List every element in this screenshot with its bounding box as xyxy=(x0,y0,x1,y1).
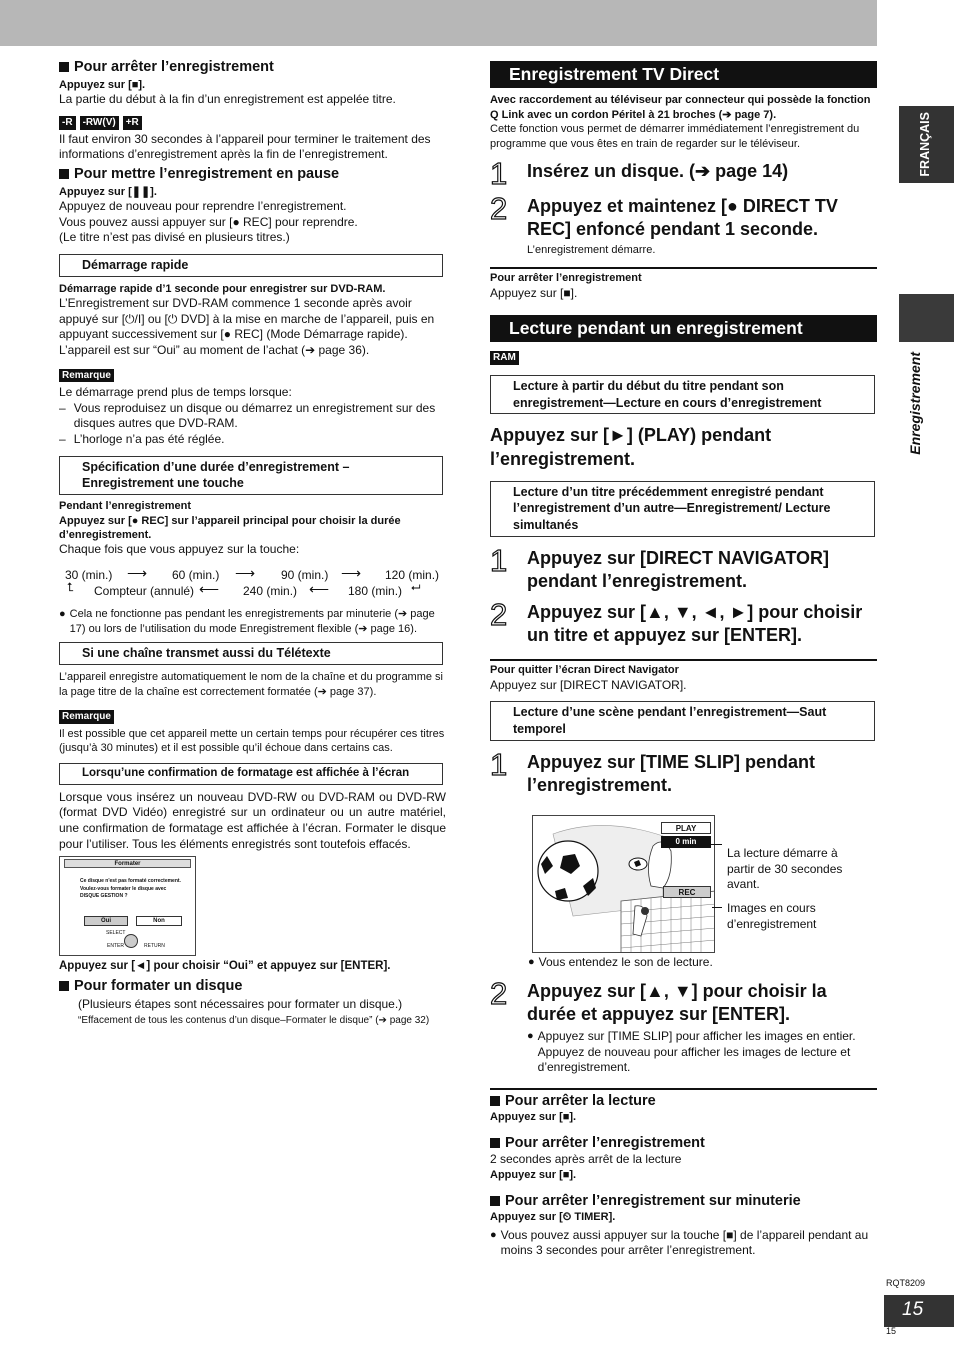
quit-nav-title: Pour quitter l’écran Direct Navigator xyxy=(490,664,679,677)
page-number-box xyxy=(884,1295,954,1327)
simultaneous-box: Lecture d’un titre précédemment enregistré pendant l’enregistrement d’un autre—Enregistrement/ Lecture simultanés xyxy=(490,481,875,538)
format-screen-msg: Ce disque n'est pas formaté correctement. xyxy=(80,878,181,884)
ram-tag: RAM xyxy=(490,351,519,365)
arrow-right-icon: ⟶ xyxy=(235,564,256,581)
return-label: RETURN xyxy=(144,943,165,949)
select-label: SELECT xyxy=(106,930,126,936)
disc-tag: -R xyxy=(59,116,76,130)
step-text: Insérez un disque. (➔ page 14) xyxy=(527,161,789,182)
teletext-text: L’appareil enregistre automatiquement le nom de la chaîne et du programme si la page titre de la chaîne est correctement formatée (➔ page 37). xyxy=(59,671,444,699)
slip-step-2 xyxy=(490,978,877,1076)
stop-play-heading: Pour arrêter la lecture xyxy=(490,1092,877,1110)
step-text: Appuyez et maintenez [● DIRECT TV REC] enfoncé pendant 1 seconde. xyxy=(527,196,838,240)
square-bullet-icon xyxy=(490,1138,500,1148)
step-text: Appuyez sur [▲, ▼] pour choisir la durée et appuyez sur [ENTER]. xyxy=(527,981,827,1025)
section-label: Enregistrement xyxy=(907,352,923,455)
one-touch-bold: Appuyez sur [● REC] sur l’appareil principal pour choisir la durée d’enregistrement. xyxy=(59,514,401,541)
stop-rec-heading: Pour arrêter l’enregistrement xyxy=(490,1134,877,1152)
step-note: L’enregistrement démarre. xyxy=(527,244,656,257)
seq-item: 60 (min.) xyxy=(172,567,220,582)
square-bullet-icon xyxy=(59,169,69,179)
remark-intro: Le démarrage prend plus de temps lorsque: xyxy=(59,385,292,400)
quick-bold: Démarrage rapide d’1 seconde pour enregistrer sur DVD-RAM. xyxy=(59,282,386,295)
stop-rec-press: Appuyez sur [■]. xyxy=(490,1168,577,1181)
one-touch-sub: Pendant l’enregistrement xyxy=(59,500,192,513)
stop-press: Appuyez sur [■]. xyxy=(59,79,146,92)
callout-line-1 xyxy=(706,844,722,845)
pause-line: Vous pouvez aussi appuyer sur [● REC] pour reprendre. xyxy=(59,214,358,229)
play-label: PLAY xyxy=(661,822,711,834)
yes-option[interactable]: Oui xyxy=(84,916,128,926)
tv-step-1 xyxy=(490,156,877,192)
language-tab xyxy=(899,106,954,183)
chasing-play-instruction: Appuyez sur [►] (PLAY) pendant l’enregistrement. xyxy=(490,425,772,469)
step-text: Appuyez sur [▲, ▼, ◄, ►] pour choisir un titre et appuyez sur [ENTER]. xyxy=(527,602,863,646)
tv-stop-text: Appuyez sur [■]. xyxy=(490,285,578,300)
quick-text2: L’appareil est sur “Oui” au moment de l’achat (➔ page 36). xyxy=(59,342,370,357)
quick-start-box: Démarrage rapide xyxy=(59,254,443,277)
stop-timer-press: Appuyez sur [⏲ TIMER]. xyxy=(490,1211,616,1224)
pause-line: (Le titre n’est pas divisé en plusieurs titres.) xyxy=(59,230,290,245)
format-screen-title: Formater xyxy=(64,859,191,868)
stop-note: Il faut environ 30 secondes à l’appareil pour terminer le traitement des informations d’enregistrement après la fin de l’enregistrement. xyxy=(59,131,431,162)
tv-step-2 xyxy=(490,193,877,257)
seq-item: 240 (min.) xyxy=(243,583,298,598)
format-disc-heading: Pour formater un disque xyxy=(59,977,449,995)
chasing-play-box: Lecture à partir du début du titre pendant son enregistrement—Lecture en cours d’enregistrement xyxy=(490,375,875,415)
section-tab xyxy=(899,294,954,342)
square-bullet-icon xyxy=(59,62,69,72)
format-text: Lorsque vous insérez un nouveau DVD-RW ou DVD-RAM ou DVD-RW (format DVD Vidéo) enregistré sur un ordinateur ou un autre matériel, une confirmation de formatage est affichée à l’écran. Formater le disque pour l’utiliser. Tous les éléments enregistrés sont toutefois effacés. xyxy=(59,789,446,851)
step-number: 1 xyxy=(490,543,508,579)
one-touch-text: Chaque fois que vous appuyez sur la touche: xyxy=(59,542,300,557)
enter-label: ENTER xyxy=(107,943,124,949)
remark-item: – L’horloge n’a pas été réglée. xyxy=(59,431,225,446)
arrow-left-icon: ⟵ xyxy=(199,580,220,597)
tv-stop-title: Pour arrêter l’enregistrement xyxy=(490,272,642,285)
square-bullet-icon xyxy=(490,1196,500,1206)
quit-nav-text: Appuyez sur [DIRECT NAVIGATOR]. xyxy=(490,677,687,692)
callout-line-2 xyxy=(712,907,722,908)
left-column xyxy=(59,58,446,852)
format-box: Lorsqu’une confirmation de formatage est affichée à l’écran xyxy=(59,763,443,785)
duration-sequence xyxy=(59,564,446,600)
language-label: FRANÇAIS xyxy=(918,112,932,177)
disc-tags xyxy=(59,114,446,130)
step-note: ● Appuyez sur [TIME SLIP] pour afficher les images en entier. Appuyez de nouveau pour afficher les images de lecture et d’enregistrement. xyxy=(527,1029,856,1075)
step-number: 2 xyxy=(490,976,508,1011)
step-text: Appuyez sur [TIME SLIP] pendant l’enregistrement. xyxy=(527,751,816,795)
stop-text: La partie du début à la fin d’un enregistrement est appelée titre. xyxy=(59,92,396,107)
tv-direct-text: Cette fonction vous permet de démarrer immédiatement l’enregistrement du programme que vous êtes en train de regarder sur le téléviseur. xyxy=(490,123,860,151)
quick-text: L’Enregistrement sur DVD-RAM commence 1 seconde après avoir appuyé sur [⏻/I] ou [⏻ DVD] à la mise en marche de l’appareil, puis en appuyant successivement sur [● REC] (Mode Démarrage rapide). xyxy=(59,296,435,342)
seq-item: 90 (min.) xyxy=(281,567,329,582)
seq-item: Compteur (annulé) xyxy=(94,583,195,598)
time-label: 0 min xyxy=(661,836,711,848)
step-text: Appuyez sur [DIRECT NAVIGATOR] pendant l’enregistrement. xyxy=(527,548,830,592)
pause-line: Appuyez de nouveau pour reprendre l’enregistrement. xyxy=(59,199,347,214)
stop-recording-heading: Pour arrêter l’enregistrement xyxy=(59,58,446,76)
dial-icon xyxy=(124,934,138,948)
stop-timer-heading: Pour arrêter l’enregistrement sur minuterie xyxy=(490,1192,877,1210)
format-screen-msg: DISQUE GESTION ? xyxy=(80,893,128,899)
stop-timer-note: ● Vous pouvez aussi appuyer sur la touche [■] de l’appareil pendant au moins 3 secondes pour arrêter l’enregistrement. xyxy=(490,1227,869,1258)
arrow-left-icon: ⟵ xyxy=(309,580,330,597)
teletext-box: Si une chaîne transmet aussi du Télétexte xyxy=(59,642,443,665)
arrow-right-icon: ⟶ xyxy=(341,564,362,581)
page-number-small: 15 xyxy=(886,1326,897,1336)
one-touch-box: Spécification d’une durée d’enregistrement – Enregistrement une touche xyxy=(59,456,443,496)
return-arrow-icon: ⮤ xyxy=(67,579,75,594)
seq-item: 180 (min.) xyxy=(348,583,403,598)
format-disc-text: (Plusieurs étapes sont nécessaires pour formater un disque.) xyxy=(78,997,403,1012)
page-number: 15 xyxy=(902,1299,924,1320)
return-arrow-icon: ⮠ xyxy=(411,579,421,594)
remark-tag: Remarque xyxy=(59,369,114,383)
callout-recording: Images en cours d’enregistrement xyxy=(727,901,817,931)
slip-step-1 xyxy=(490,746,877,797)
remark2-text: Il est possible que cet appareil mette un certain temps pour récupérer ces titres (jusqu’à 30 minutes) et il est possible qu’il échoue dans certains cas. xyxy=(59,727,445,755)
top-banner xyxy=(0,0,877,46)
arrow-right-icon: ⟶ xyxy=(127,564,148,581)
remark-item: – Vous reproduisez un disque ou démarrez un enregistrement sur des disques autres que DVD-RAM. xyxy=(59,400,436,431)
tv-direct-header: Enregistrement TV Direct xyxy=(490,61,877,88)
disc-tag: -RW(V) xyxy=(80,116,119,130)
doc-code: RQT8209 xyxy=(886,1278,926,1288)
step-number: 1 xyxy=(490,156,508,192)
step-number: 1 xyxy=(490,746,508,782)
sound-note: ● Vous entendez le son de lecture. xyxy=(528,955,713,969)
pause-press: Appuyez sur [❚❚]. xyxy=(59,185,157,198)
nav-step-1 xyxy=(490,545,877,593)
stop-play-press: Appuyez sur [■]. xyxy=(490,1110,577,1123)
stop-rec-text: 2 secondes après arrêt de la lecture xyxy=(490,1152,682,1167)
step-number: 2 xyxy=(490,191,508,227)
no-option[interactable]: Non xyxy=(136,916,182,926)
one-touch-note: ● Cela ne fonctionne pas pendant les enregistrements par minuterie (➔ page 17) ou lors de l’utilisation du mode Enregistrement flexible (➔ page 16). xyxy=(59,607,435,635)
format-press: Appuyez sur [◄] pour choisir “Oui” et appuyez sur [ENTER]. xyxy=(59,960,391,972)
rec-label: REC xyxy=(663,886,711,898)
square-bullet-icon xyxy=(490,1096,500,1106)
pause-heading: Pour mettre l’enregistrement en pause xyxy=(59,165,446,183)
remark-tag: Remarque xyxy=(59,710,114,724)
format-screen xyxy=(59,856,196,956)
right-column xyxy=(490,61,877,797)
seq-item: 30 (min.) xyxy=(65,567,113,582)
format-disc-ref: “Effacement de tous les contenus d’un disque–Formater le disque” (➔ page 32) xyxy=(78,1014,430,1026)
callout-playback: La lecture démarre à partir de 30 secondes avant. xyxy=(727,846,843,892)
time-slip-illustration xyxy=(532,815,715,953)
square-bullet-icon xyxy=(59,981,69,991)
play-during-rec-header: Lecture pendant un enregistrement xyxy=(490,315,877,342)
nav-step-2 xyxy=(490,599,877,647)
tv-direct-bold: Avec raccordement au téléviseur par connecteur qui possède la fonction Q Link avec un cordon Péritel à 21 broches (➔ page 7). xyxy=(490,93,871,121)
time-slip-box: Lecture d’une scène pendant l’enregistrement—Saut temporel xyxy=(490,701,875,741)
seq-item: 120 (min.) xyxy=(385,567,440,582)
step-number: 2 xyxy=(490,597,508,633)
format-screen-msg: Voulez-vous formater le disque avec xyxy=(80,885,167,892)
disc-tag: +R xyxy=(123,116,142,130)
